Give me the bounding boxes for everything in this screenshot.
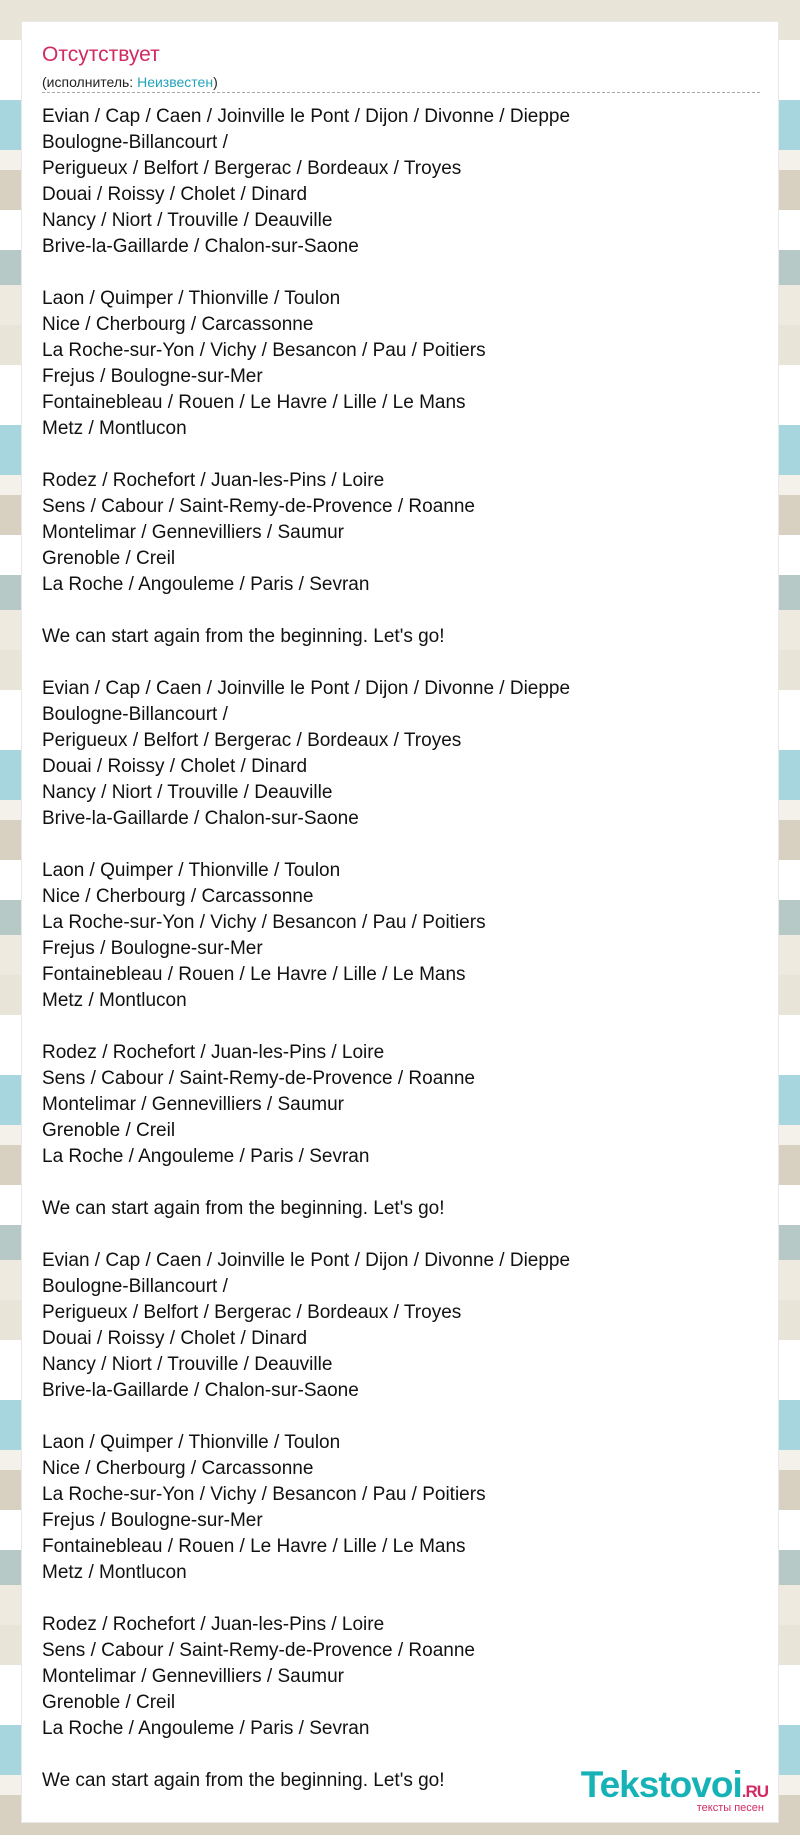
lyric-line	[42, 650, 762, 676]
artist-line	[42, 73, 218, 91]
lyric-line: La Roche-sur-Yon / Vichy / Besancon / Pau / Poitiers	[42, 340, 486, 361]
lyric-line	[42, 260, 762, 286]
lyric-line: Frejus / Boulogne-sur-Mer	[42, 1510, 263, 1531]
artist-prefix: (исполнитель:	[42, 74, 138, 90]
lyric-line: Sens / Cabour / Saint-Remy-de-Provence / Roanne	[42, 1640, 475, 1661]
lyric-line: We can start again from the beginning. Let's go!	[42, 1198, 445, 1219]
dashed-divider	[42, 92, 760, 93]
song-title: Отсутствует	[42, 43, 160, 66]
lyric-line: Rodez / Rochefort / Juan-les-Pins / Loire	[42, 1042, 385, 1063]
lyric-line: Frejus / Boulogne-sur-Mer	[42, 366, 263, 387]
lyric-line: Nancy / Niort / Trouville / Deauville	[42, 210, 333, 231]
lyric-line: Douai / Roissy / Cholet / Dinard	[42, 1328, 308, 1349]
lyric-line: Rodez / Rochefort / Juan-les-Pins / Loire	[42, 470, 385, 491]
lyric-line: Evian / Cap / Caen / Joinville le Pont / Dijon / Divonne / Dieppe	[42, 106, 571, 127]
lyric-line: La Roche / Angouleme / Paris / Sevran	[42, 1718, 370, 1739]
logo-tagline: тексты песен	[696, 1802, 764, 1814]
lyric-line	[42, 832, 762, 858]
artist-link[interactable]: Неизвестен	[137, 74, 214, 90]
lyric-line: Laon / Quimper / Thionville / Toulon	[42, 860, 341, 881]
lyric-line	[42, 1170, 762, 1196]
lyric-line	[42, 1222, 762, 1248]
lyric-line	[42, 1586, 762, 1612]
lyric-line: Evian / Cap / Caen / Joinville le Pont / Dijon / Divonne / Dieppe	[42, 678, 571, 699]
artist-suffix: )	[213, 74, 218, 90]
lyric-line: Nice / Cherbourg / Carcassonne	[42, 1458, 314, 1479]
lyric-line: La Roche / Angouleme / Paris / Sevran	[42, 1146, 370, 1167]
lyric-line: Laon / Quimper / Thionville / Toulon	[42, 288, 341, 309]
lyric-line: Fontainebleau / Rouen / Le Havre / Lille / Le Mans	[42, 964, 466, 985]
lyric-line: Metz / Montlucon	[42, 990, 187, 1011]
lyric-line: Laon / Quimper / Thionville / Toulon	[42, 1432, 341, 1453]
lyric-line: La Roche-sur-Yon / Vichy / Besancon / Pau / Poitiers	[42, 912, 486, 933]
lyric-line: Montelimar / Gennevilliers / Saumur	[42, 1666, 344, 1687]
logo-main-text: Tekstovoi	[580, 1764, 742, 1805]
tekstovoi-logo[interactable]	[558, 1766, 768, 1814]
lyric-line: Perigueux / Belfort / Bergerac / Bordeaux / Troyes	[42, 158, 462, 179]
lyric-line: Brive-la-Gaillarde / Chalon-sur-Saone	[42, 236, 359, 257]
lyric-line: Nice / Cherbourg / Carcassonne	[42, 314, 314, 335]
lyric-line: Boulogne-Billancourt /	[42, 704, 228, 725]
lyric-line: Nice / Cherbourg / Carcassonne	[42, 886, 314, 907]
lyric-line	[42, 1404, 762, 1430]
logo-domain: .RU	[741, 1782, 768, 1801]
lyric-line: Perigueux / Belfort / Bergerac / Bordeaux / Troyes	[42, 730, 462, 751]
lyric-line: Montelimar / Gennevilliers / Saumur	[42, 1094, 344, 1115]
lyric-line: Fontainebleau / Rouen / Le Havre / Lille / Le Mans	[42, 1536, 466, 1557]
lyric-line: Grenoble / Creil	[42, 1120, 176, 1141]
lyric-line: Sens / Cabour / Saint-Remy-de-Provence / Roanne	[42, 1068, 475, 1089]
lyric-line: Douai / Roissy / Cholet / Dinard	[42, 184, 308, 205]
lyric-line: Brive-la-Gaillarde / Chalon-sur-Saone	[42, 808, 359, 829]
lyric-line: Boulogne-Billancourt /	[42, 132, 228, 153]
lyric-line: La Roche-sur-Yon / Vichy / Besancon / Pau / Poitiers	[42, 1484, 486, 1505]
lyric-line: Grenoble / Creil	[42, 548, 176, 569]
lyric-line: Fontainebleau / Rouen / Le Havre / Lille / Le Mans	[42, 392, 466, 413]
lyric-line: Nancy / Niort / Trouville / Deauville	[42, 1354, 333, 1375]
lyric-line	[42, 442, 762, 468]
lyric-line: Metz / Montlucon	[42, 418, 187, 439]
lyric-line: La Roche / Angouleme / Paris / Sevran	[42, 574, 370, 595]
lyric-line: Perigueux / Belfort / Bergerac / Bordeaux / Troyes	[42, 1302, 462, 1323]
lyric-line: Boulogne-Billancourt /	[42, 1276, 228, 1297]
lyric-line	[42, 598, 762, 624]
lyric-line: Rodez / Rochefort / Juan-les-Pins / Loire	[42, 1614, 385, 1635]
lyric-line: Douai / Roissy / Cholet / Dinard	[42, 756, 308, 777]
lyric-line: Sens / Cabour / Saint-Remy-de-Provence / Roanne	[42, 496, 475, 517]
lyrics-panel	[22, 22, 778, 1822]
lyric-line: Grenoble / Creil	[42, 1692, 176, 1713]
lyric-line: Nancy / Niort / Trouville / Deauville	[42, 782, 333, 803]
lyric-line	[42, 1014, 762, 1040]
lyric-line: Metz / Montlucon	[42, 1562, 187, 1583]
lyric-line: Frejus / Boulogne-sur-Mer	[42, 938, 263, 959]
lyric-line: Montelimar / Gennevilliers / Saumur	[42, 522, 344, 543]
lyric-line: Brive-la-Gaillarde / Chalon-sur-Saone	[42, 1380, 359, 1401]
lyric-line: We can start again from the beginning. Let's go!	[42, 1770, 445, 1791]
lyrics-text	[42, 104, 762, 1794]
lyric-line: We can start again from the beginning. Let's go!	[42, 626, 445, 647]
lyric-line: Evian / Cap / Caen / Joinville le Pont / Dijon / Divonne / Dieppe	[42, 1250, 571, 1271]
